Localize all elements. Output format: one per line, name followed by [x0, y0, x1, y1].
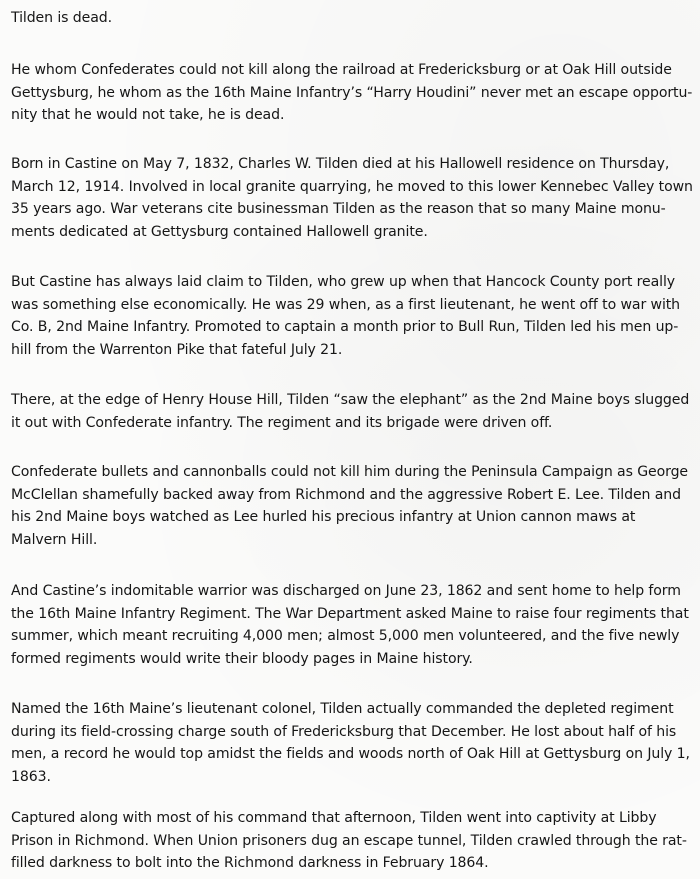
- text-line: during its field-crossing charge south of Fredericksburg that December. He lost about half of his: [11, 723, 677, 740]
- text-line: ments dedicated at Gettysburg contained Hallowell granite.: [11, 223, 428, 240]
- paragraph-castine-claim: [11, 271, 695, 361]
- text-line: nity that he would not take, he is dead.: [11, 107, 285, 123]
- text-line: Prison in Richmond. When Union prisoners dug an escape tunnel, Tilden crawled through the rat-: [11, 832, 687, 849]
- paragraph-16th-maine-formed: [11, 580, 695, 670]
- text-line: Confederate bullets and cannonballs could not kill him during the Peninsula Campaign as George: [11, 464, 688, 480]
- paragraph-libby-prison: [11, 807, 695, 875]
- text-line: But Castine has always laid claim to Tilden, who grew up when that Hancock County port really: [11, 274, 676, 290]
- text-line: Tilden is dead.: [11, 10, 112, 26]
- paragraph-tilden-is-dead: [11, 7, 695, 30]
- text-line: hill from the Warrenton Pike that fateful July 21.: [11, 341, 343, 358]
- text-line: was something else economically. He was 29 when, as a first lieutenant, he went off to war with: [11, 296, 681, 313]
- text-line: There, at the edge of Henry House Hill, Tilden “saw the elephant” as the 2nd Maine boys slugged: [11, 392, 690, 408]
- text-line: 35 years ago. War veterans cite businessman Tilden as the reason that so many Maine monu-: [11, 201, 666, 217]
- text-line: it out with Confederate infantry. The regiment and its brigade were driven off.: [11, 414, 553, 431]
- paragraph-houdini: [11, 59, 695, 127]
- text-line: the 16th Maine Infantry Regiment. The War Department asked Maine to raise four regiments that: [11, 605, 689, 622]
- text-line: Born in Castine on May 7, 1832, Charles W. Tilden died at his Hallowell residence on Thursday,: [11, 156, 670, 172]
- text-line: He whom Confederates could not kill along the railroad at Fredericksburg or at Oak Hill outside: [11, 62, 672, 78]
- text-line: McClellan shamefully backed away from Richmond and the aggressive Robert E. Lee. Tilden and: [11, 486, 681, 503]
- paragraph-born-in-castine: [11, 153, 695, 243]
- text-line: filled darkness to bolt into the Richmond darkness in February 1864.: [11, 855, 489, 871]
- text-line: Co. B, 2nd Maine Infantry. Promoted to captain a month prior to Bull Run, Tilden led his men up-: [11, 319, 679, 335]
- text-line: formed regiments would write their bloody pages in Maine history.: [11, 650, 473, 667]
- text-line: Gettysburg, he whom as the 16th Maine Infantry’s “Harry Houdini” never met an escape opportu-: [11, 84, 693, 101]
- text-line: men, a record he would top amidst the fields and woods north of Oak Hill at Gettysburg on July 1,: [11, 746, 690, 762]
- paragraph-peninsula-campaign: [11, 461, 695, 551]
- text-line: his 2nd Maine boys watched as Lee hurled his precious infantry at Union cannon maws at: [11, 509, 636, 525]
- paragraph-lieutenant-colonel: [11, 698, 695, 788]
- text-line: Captured along with most of his command that afternoon, Tilden went into captivity at Libby: [11, 810, 657, 826]
- paragraph-henry-house-hill: [11, 389, 695, 434]
- text-line: Malvern Hill.: [11, 531, 98, 548]
- text-line: And Castine’s indomitable warrior was discharged on June 23, 1862 and sent home to help form: [11, 583, 681, 599]
- text-line: summer, which meant recruiting 4,000 men; almost 5,000 men volunteered, and the five newly: [11, 628, 680, 644]
- text-line: March 12, 1914. Involved in local granite quarrying, he moved to this lower Kennebec Valley town: [11, 178, 693, 195]
- text-line: 1863.: [11, 768, 51, 785]
- text-line: Named the 16th Maine’s lieutenant colonel, Tilden actually commanded the depleted regiment: [11, 701, 674, 717]
